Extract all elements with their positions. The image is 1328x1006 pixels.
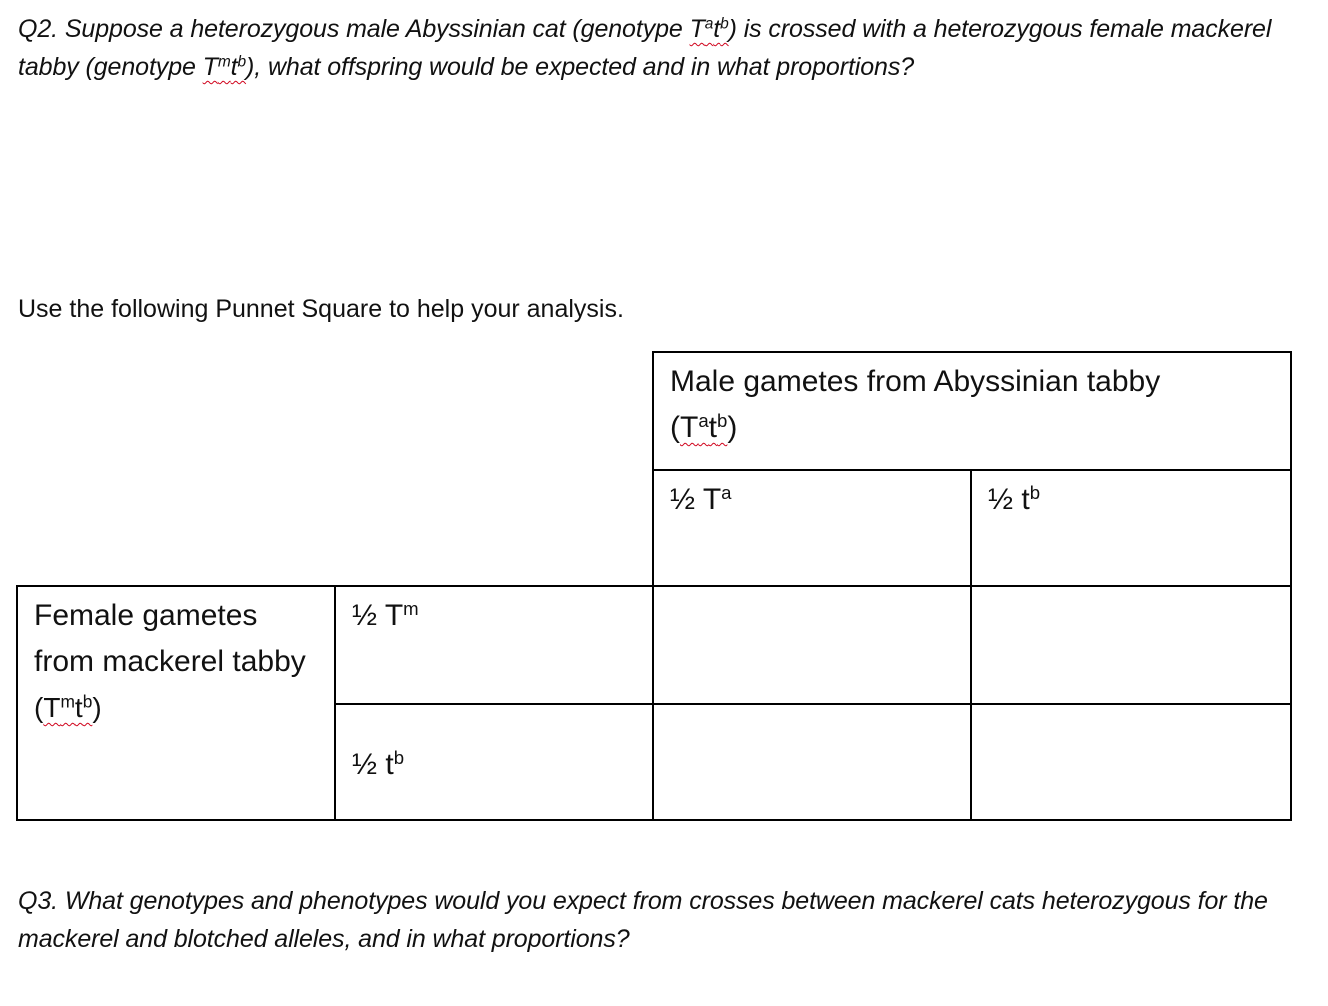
empty-corner-cell — [335, 352, 653, 470]
female-gamete-Tm: ½ $T^m$ — [335, 586, 653, 704]
punnett-square — [16, 351, 1292, 821]
q2-lead: Q2. Suppose a heterozygous male Abyssinian cat (genotype — [18, 15, 690, 43]
question-3: Q3. What genotypes and phenotypes would you expect from crosses between mackerel cats heterozygous for the mackerel and blotched alleles, and in what proportions? — [18, 887, 1268, 953]
q2-mid: ) is crossed with a heterozygous female mackerel tabby (genotype — [18, 15, 1272, 81]
empty-corner-cell — [335, 470, 653, 586]
q2-genotype-abyssinian: $T^at^b$ — [689, 15, 729, 43]
offspring-cell-4[interactable] — [971, 704, 1291, 820]
female-gametes-header: Female gametes from mackerel tabby $(T^mt^b)$ — [17, 586, 335, 820]
male-genotype: $(T^at^b)$ — [670, 409, 738, 444]
offspring-cell-1[interactable] — [653, 586, 971, 704]
male-gametes-header: Male gametes from Abyssinian tabby $(T^at^b)$ — [653, 352, 1291, 470]
empty-corner-cell — [17, 352, 335, 470]
female-gamete-tb: ½ $t^b$ — [335, 704, 653, 820]
male-gamete-Ta: ½ $T^a$ — [653, 470, 971, 586]
question-2 — [18, 10, 1308, 86]
empty-corner-cell — [17, 470, 335, 586]
offspring-cell-2[interactable] — [971, 586, 1291, 704]
male-gamete-tb: ½ $t^b$ — [971, 470, 1291, 586]
instruction-text: Use the following Punnet Square to help your analysis. — [18, 295, 624, 323]
q2-genotype-mackerel: $T^mt^b$ — [202, 53, 247, 81]
offspring-cell-3[interactable] — [653, 704, 971, 820]
q2-tail: ), what offspring would be expected and in what proportions? — [246, 53, 915, 81]
female-genotype: $(T^mt^b)$ — [34, 691, 102, 723]
